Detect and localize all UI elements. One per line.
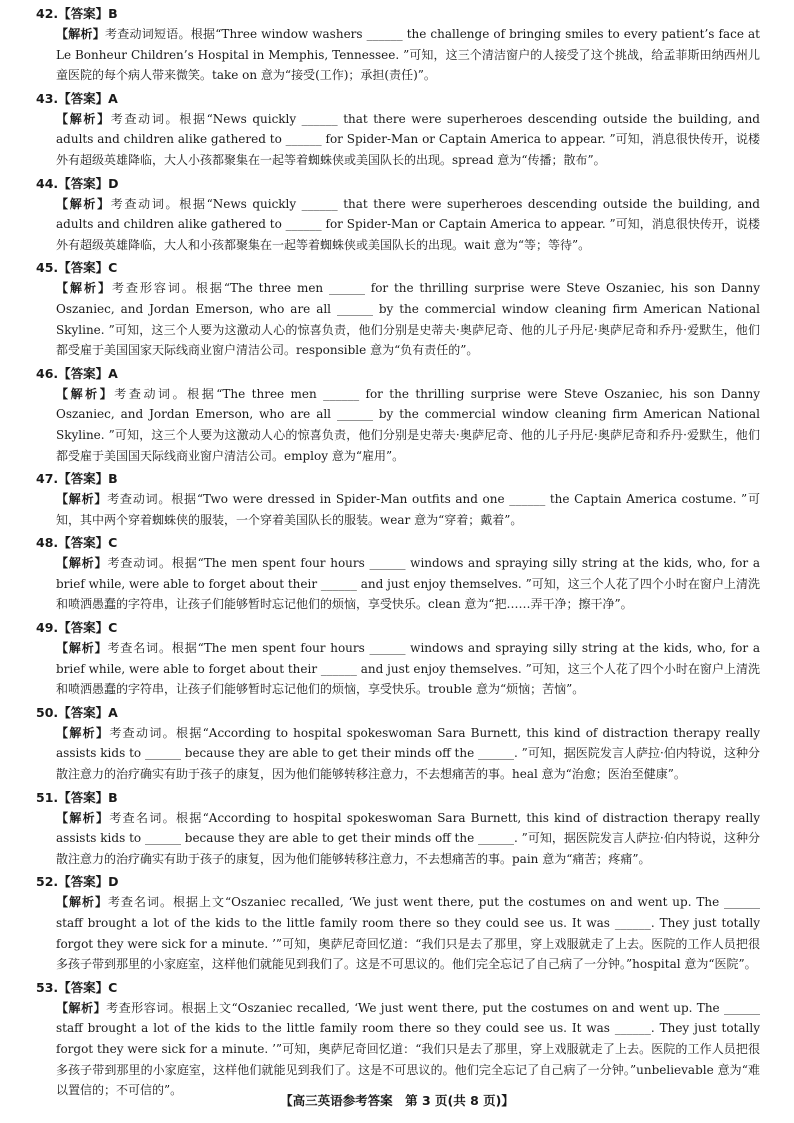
answer-label: 42.【答案】B: [36, 6, 118, 21]
answer-label: 50.【答案】A: [36, 704, 118, 720]
explanation: [36, 638, 760, 700]
answer-item-42: [36, 4, 760, 86]
explanation: [36, 278, 760, 360]
answer-label: 43.【答案】A: [36, 90, 118, 106]
explanation-text: 考查名词。根据“According to hospital spokeswoman Sara Burnett, this kind of distraction therapy really assists kids to ______ because they are able to get their minds off the ______. ”可知，据医院发言人萨拉·伯内特说，这种分散注意力的治疗确实有助于孩子的康复，因为他们能够转移注意力，不去想痛苦的事。pain 意为“痛苦；疼痛”。: [56, 810, 760, 866]
explanation-text: 考查形容词。根据上文“Oszaniec recalled, ‘We just went there, put the costumes on and went up. The ______ staff brought a lot of the kids to the little family room there so they could see us. It was ______. They just totally forgot they were sick for a minute. ’”可知，奥萨尼奇回忆道：“我们只是去了那里，穿上戏服就走了上去。医院的工作人员把很多孩子带到那里的小家庭室，这样他们就能见到我们了。这是不可思议的。他们完全忘记了自己病了一分钟。”unbelievable 意为“难以置信的；不可信的”。: [56, 1000, 760, 1098]
explanation-tag: 【解析】: [56, 725, 110, 740]
explanation-text: 考查动词。根据“The three men ______ for the thrilling surprise were Steve Oszaniec, his son Danny Oszaniec, and Jordan Emerson, who are all ______ by the commercial window cleaning firm American National Skyline. ”可知，这三个人要为这激动人心的惊喜负责，他们分别是史蒂夫·奥萨尼奇、他的儿子丹尼·奥萨尼奇和乔丹·爱默生，他们都受雇于美国国天际线商业窗户清洁公司。employ 意为“雇用”。: [56, 386, 760, 463]
explanation-tag: 【解析】: [56, 111, 111, 126]
explanation-text: 考查动词。根据“Two were dressed in Spider-Man outfits and one ______ the Captain America costume. ”可知，其中两个穿着蜘蛛侠的服装，一个穿着美国队长的服装。wear 意为“穿着；戴着”。: [56, 492, 760, 527]
answer-label: 47.【答案】B: [36, 471, 118, 487]
explanation-text: 考查形容词。根据“The three men ______ for the thrilling surprise were Steve Oszaniec, his son Danny Oszaniec, and Jordan Emerson, who are all ______ by the commercial window cleaning firm American National Skyline. ”可知，这三个人要为这激动人心的惊喜负责，他们分别是史蒂夫·奥萨尼奇、他的儿子丹尼·奥萨尼奇和乔丹·爱默生，他们都受雇于美国国家天际线商业窗户清洁公司。responsible 意为“负有责任的”。: [56, 281, 760, 358]
answer-label: 44.【答案】D: [36, 175, 119, 191]
answer-label: 53.【答案】C: [36, 979, 118, 995]
explanation: [36, 384, 760, 466]
explanation-tag: 【解析】: [56, 27, 106, 41]
answer-label: 51.【答案】B: [36, 789, 118, 805]
explanation-tag: 【解析】: [56, 810, 110, 825]
explanation-text: 考查动词短语。根据“Three window washers ______ the challenge of bringing smiles to every patient’s face at Le Bonheur Children’s Hospital in Memphis, Tennessee. ”可知，这三个清洁窗户的人接受了这个挑战，给孟菲斯田纳西州儿童医院的每个病人带来微笑。take on 意为“接受(工作)；承担(责任)”。: [56, 27, 760, 83]
explanation: [36, 808, 760, 870]
explanation-tag: 【解析】: [56, 895, 108, 910]
explanation: [36, 723, 760, 785]
explanation-text: 考查动词。根据“According to hospital spokeswoman Sara Burnett, this kind of distraction therapy really assists kids to ______ because they are able to get their minds off the ______. ”可知，据医院发言人萨拉·伯内特说，这种分散注意力的治疗确实有助于孩子的康复，因为他们能够转移注意力，不去想痛苦的事。heal 意为“治愈；医治至健康”。: [56, 725, 760, 782]
answer-item-47: [36, 469, 760, 530]
explanation-tag: 【解析】: [56, 556, 108, 571]
answer-item-44: [36, 174, 760, 256]
explanation-text: 考查动词。根据“The men spent four hours ______ windows and spraying silly string at the kids, who, for a brief while, were able to forget about their ______ and just enjoy themselves. ”可知，这三个人花了四个小时在窗户上清洗和喷洒愚蠢的字符串，让孩子们能够暂时忘记他们的烦恼，享受快乐。clean 意为“把……弄干净；擦干净”。: [56, 556, 760, 612]
explanation: [36, 892, 760, 974]
answer-item-51: [36, 788, 760, 870]
explanation-tag: 【解析】: [56, 1000, 107, 1015]
explanation-tag: 【解析】: [56, 386, 115, 401]
explanation-tag: 【解析】: [56, 492, 108, 507]
answer-label: 45.【答案】C: [36, 260, 118, 276]
answer-item-50: [36, 703, 760, 785]
answer-item-46: [36, 364, 760, 466]
answer-item-49: [36, 618, 760, 700]
page-footer: 【高三英语参考答案 第 3 页(共 8 页)】: [280, 1093, 514, 1108]
explanation: [36, 553, 760, 615]
explanation-tag: 【解析】: [56, 196, 111, 211]
answer-item-52: [36, 872, 760, 974]
answer-item-43: [36, 89, 760, 171]
answer-item-53: [36, 978, 760, 1101]
answer-label: 48.【答案】C: [36, 535, 118, 551]
answer-label: 46.【答案】A: [36, 365, 118, 381]
answer-label: 49.【答案】C: [36, 620, 118, 636]
explanation: [36, 998, 760, 1101]
explanation-text: 考查动词。根据“News quickly ______ that there were superheroes descending outside the building, and adults and children alike gathered to ______ for Spider-Man or Captain America to appear. ”可知，消息很快传开，说楼外有超级英雄降临，大人小孩都聚集在一起等着蜘蛛侠或美国队长的出现。spread 意为“传播；散布”。: [56, 111, 760, 167]
explanation-tag: 【解析】: [56, 281, 112, 296]
explanation-text: 考查名词。根据“The men spent four hours ______ windows and spraying silly string at the kids, who, for a brief while, were able to forget about their ______ and just enjoy themselves. ”可知，这三个人花了四个小时在窗户上清洗和喷洒愚蠢的字符串，让孩子们能够暂时忘记他们的烦恼，享受快乐。trouble 意为“烦恼；苦恼”。: [56, 641, 760, 697]
explanation: [36, 194, 760, 256]
answer-label: 52.【答案】D: [36, 874, 119, 890]
explanation: [36, 489, 760, 530]
answer-list: [36, 4, 760, 1104]
explanation: [36, 109, 760, 171]
answer-item-45: [36, 258, 760, 360]
answer-item-48: [36, 533, 760, 615]
explanation-text: 考查动词。根据“News quickly ______ that there were superheroes descending outside the building, and adults and children alike gathered to ______ for Spider-Man or Captain America to appear. ”可知，消息很快传开，说楼外有超级英雄降临，大人和小孩都聚集在一起等着蜘蛛侠或美国队长的出现。wait 意为“等；等待”。: [56, 196, 760, 252]
explanation-tag: 【解析】: [56, 641, 108, 656]
explanation: [36, 24, 760, 86]
explanation-text: 考查名词。根据上文“Oszaniec recalled, ‘We just went there, put the costumes on and went up. The ______ staff brought a lot of the kids to the little family room there so they could see us. It was ______. They just totally forgot they were sick for a minute. ’”可知，奥萨尼奇回忆道：“我们只是去了那里，穿上戏服就走了上去。医院的工作人员把很多孩子带到那里的小家庭室，这样他们就能见到我们了。这是不可思议的。他们完全忘记了自己病了一分钟。”hospital 意为“医院”。: [56, 895, 760, 972]
